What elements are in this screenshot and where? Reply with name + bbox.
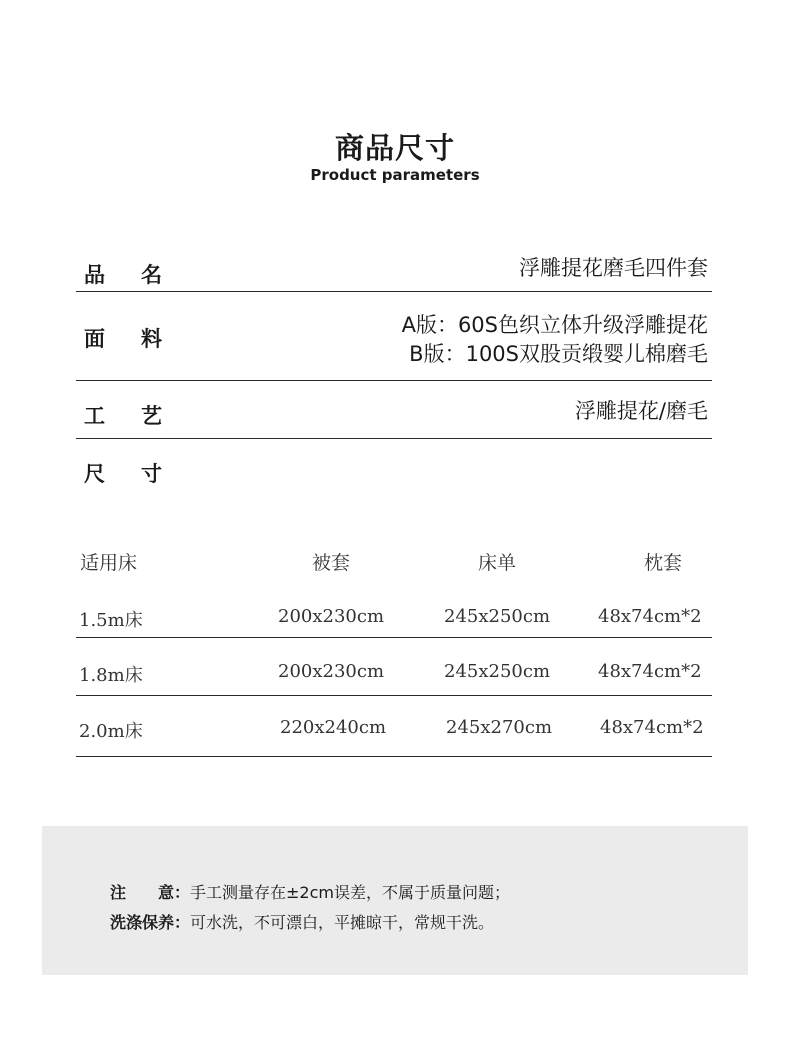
param-label-name: 品名 <box>84 263 198 287</box>
note-text-caution: 手工测量存在±2cm误差，不属于质量问题； <box>190 883 510 902</box>
size-cell-bed: 2.0m床 <box>79 721 143 742</box>
size-cell-bed: 1.5m床 <box>79 610 143 631</box>
param-value-name: 浮雕提花磨毛四件套 <box>519 256 708 280</box>
page-title: 商品尺寸 <box>334 131 455 165</box>
note-key-care: 洗涤保养： <box>110 913 191 932</box>
param-row-size <box>76 438 712 498</box>
size-cell-sheet: 245x270cm <box>446 717 553 738</box>
param-row-fabric <box>76 291 712 381</box>
table-row <box>76 637 712 696</box>
param-value-fabric-a: A版：60S色织立体升级浮雕提花 <box>401 313 708 337</box>
size-header-duvet: 被套 <box>312 552 351 574</box>
param-label-size: 尺寸 <box>84 462 198 486</box>
size-cell-sheet: 245x250cm <box>444 661 551 682</box>
size-cell-duvet: 200x230cm <box>278 661 385 682</box>
page-subtitle: Product parameters <box>310 166 480 184</box>
param-value-fabric-b: B版：100S双股贡缎婴儿棉磨毛 <box>409 342 708 366</box>
size-cell-duvet: 200x230cm <box>278 606 385 627</box>
param-label-craft: 工艺 <box>84 404 198 428</box>
param-label-fabric: 面料 <box>84 327 198 351</box>
size-cell-pillowcase: 48x74cm*2 <box>598 661 702 682</box>
note-key-caution: 注 意： <box>110 883 191 902</box>
param-value-craft: 浮雕提花/磨毛 <box>574 399 708 423</box>
table-row <box>76 594 712 638</box>
size-header-pillowcase: 枕套 <box>644 552 683 574</box>
note-line-care <box>110 910 494 933</box>
size-cell-duvet: 220x240cm <box>280 717 387 738</box>
note-line-caution <box>110 880 510 903</box>
table-row <box>76 695 712 757</box>
size-cell-pillowcase: 48x74cm*2 <box>598 606 702 627</box>
size-header-sheet: 床单 <box>478 552 517 574</box>
size-cell-bed: 1.8m床 <box>79 665 143 686</box>
size-cell-sheet: 245x250cm <box>444 606 551 627</box>
size-header-bed: 适用床 <box>80 552 138 574</box>
note-text-care: 可水洗，不可漂白，平摊晾干，常规干洗。 <box>190 913 495 932</box>
size-cell-pillowcase: 48x74cm*2 <box>600 717 704 738</box>
param-row-craft <box>76 380 712 439</box>
care-notes-box <box>42 826 748 975</box>
param-row-name <box>76 244 712 292</box>
